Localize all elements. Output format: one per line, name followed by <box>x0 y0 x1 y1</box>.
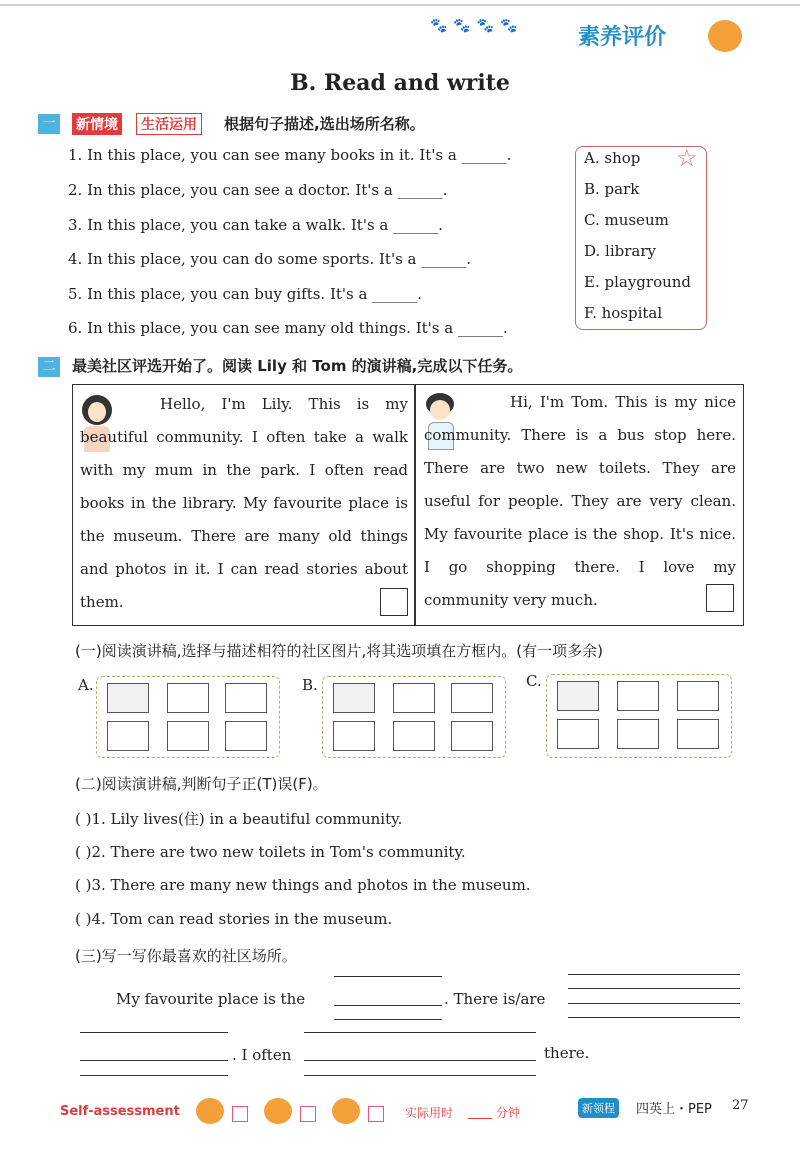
option-b: B. park <box>584 180 640 198</box>
self-assessment-label: Self-assessment <box>60 1104 180 1119</box>
bus-stop-icon <box>225 721 267 751</box>
paw-prints-decoration: 🐾🐾🐾🐾 <box>430 18 524 34</box>
fox-mascot-icon <box>708 20 742 52</box>
tom-answer-box[interactable] <box>706 584 734 612</box>
shop-icon <box>225 683 267 713</box>
bus-stop-icon <box>451 683 493 713</box>
options-box <box>575 146 707 330</box>
self-assessment-checkbox-2[interactable] <box>300 1106 316 1122</box>
write-blank-row2-3 <box>80 1075 228 1076</box>
time-label: 实际用时 <box>405 1106 454 1120</box>
park-icon <box>333 683 375 713</box>
question-6: 6. In this place, you can see many old things. It's a ______. <box>68 319 508 337</box>
hospital-icon <box>393 683 435 713</box>
write-blank-there-4 <box>568 1017 740 1018</box>
ship-icon <box>617 681 659 711</box>
fox-face-icon-1 <box>196 1098 224 1124</box>
time-blank[interactable] <box>468 1118 492 1119</box>
self-assessment-checkbox-3[interactable] <box>368 1106 384 1122</box>
task1-instruction: (一)阅读演讲稿,选择与描述相符的社区图片,将其选项填在方框内。(有一项多余) <box>75 642 603 660</box>
toilet-icon <box>451 721 493 751</box>
pic-label-c: C. <box>526 672 542 690</box>
option-f: F. hospital <box>584 304 663 322</box>
library-icon <box>677 681 719 711</box>
section-title: B. Read and write <box>290 70 510 96</box>
option-d: D. library <box>584 242 656 260</box>
library-icon <box>167 683 209 713</box>
time-unit: 分钟 <box>496 1106 521 1120</box>
write-blank-place-bottom <box>334 1019 442 1020</box>
option-e: E. playground <box>584 273 692 291</box>
picture-option-b[interactable] <box>322 676 506 758</box>
speech-divider <box>414 384 416 626</box>
write-line-3-text: . I often <box>232 1046 292 1064</box>
question-1: 1. In this place, you can see many books in it. It's a ______. <box>68 146 512 164</box>
part2-instruction: 最美社区评选开始了。阅读 Lily 和 Tom 的演讲稿,完成以下任务。 <box>72 357 523 375</box>
part2-number: 二 <box>38 357 60 377</box>
write-line-1-text: My favourite place is the <box>116 990 306 1008</box>
picture-option-c[interactable] <box>546 674 732 758</box>
star-icon: ☆ <box>676 144 698 172</box>
part1-tag-new-context: 新情境 <box>72 113 122 135</box>
lily-answer-box[interactable] <box>380 588 408 616</box>
museum-icon <box>167 721 209 751</box>
tf-item-4: ( )4. Tom can read stories in the museum. <box>75 910 393 928</box>
fox-face-icon-3 <box>332 1098 360 1124</box>
park-icon <box>557 681 599 711</box>
tf-item-3: ( )3. There are many new things and photos in the museum. <box>75 876 531 894</box>
write-blank-row2-4 <box>304 1032 536 1033</box>
write-line-2-text: . There is/are <box>444 990 546 1008</box>
tom-speech-text: Hi, I'm Tom. This is my nice community. There is a bus stop here. There are two new toilets. They are useful for people. They are very clean. My favourite place is the shop. It's nice. I go shopping there. I love my community very much. <box>424 393 736 609</box>
write-blank-row2-1 <box>80 1032 228 1033</box>
write-blank-there-1 <box>568 974 740 975</box>
option-c: C. museum <box>584 211 669 229</box>
header-divider <box>0 4 800 6</box>
book-label: 四英上・PEP <box>636 1102 712 1117</box>
tf-item-1: ( )1. Lily lives(住) in a beautiful community. <box>75 810 403 828</box>
tf-item-2: ( )2. There are two new toilets in Tom's community. <box>75 843 466 861</box>
shop-icon <box>333 721 375 751</box>
part1-instruction: 根据句子描述,选出场所名称。 <box>224 115 425 133</box>
toilet-icon <box>393 721 435 751</box>
fox-face-icon-2 <box>264 1098 292 1124</box>
write-blank-often-bottom <box>304 1075 536 1076</box>
write-blank-row2-2[interactable] <box>80 1060 228 1061</box>
toilet-icon <box>107 721 149 751</box>
header-eval-label: 素养评价 <box>578 25 667 50</box>
part1-tag-life-application: 生活运用 <box>136 113 202 135</box>
part1-number: 一 <box>38 114 60 134</box>
task3-instruction: (三)写一写你最喜欢的社区场所。 <box>75 947 297 965</box>
picture-option-a[interactable] <box>96 676 280 758</box>
page-number: 27 <box>732 1098 749 1113</box>
pic-label-b: B. <box>302 676 318 694</box>
write-blank-there-3 <box>568 1003 740 1004</box>
write-blank-place[interactable] <box>334 1005 442 1006</box>
write-blank-place-top <box>334 976 442 977</box>
self-assessment-checkbox-1[interactable] <box>232 1106 248 1122</box>
task2-instruction: (二)阅读演讲稿,判断句子正(T)误(F)。 <box>75 775 328 793</box>
shop-icon <box>677 719 719 749</box>
question-5: 5. In this place, you can buy gifts. It's a ______. <box>68 285 422 303</box>
library-icon <box>557 719 599 749</box>
lily-speech-text: Hello, I'm Lily. This is my beautiful community. I often take a walk with my mum in the park. I often read books in the library. My favourite place is the museum. There are many old things and photos in it. I can read stories about them. <box>80 395 408 611</box>
museum-icon <box>617 719 659 749</box>
question-3: 3. In this place, you can take a walk. It's a ______. <box>68 216 443 234</box>
brand-logo: 新领程 <box>578 1098 619 1118</box>
park-icon <box>107 683 149 713</box>
write-blank-there-2[interactable] <box>568 988 740 989</box>
write-line-4-text: there. <box>544 1044 590 1062</box>
question-2: 2. In this place, you can see a doctor. It's a ______. <box>68 181 448 199</box>
question-4: 4. In this place, you can do some sports. It's a ______. <box>68 250 472 268</box>
write-blank-often[interactable] <box>304 1060 536 1061</box>
pic-label-a: A. <box>78 676 94 694</box>
option-a: A. shop <box>584 149 641 167</box>
